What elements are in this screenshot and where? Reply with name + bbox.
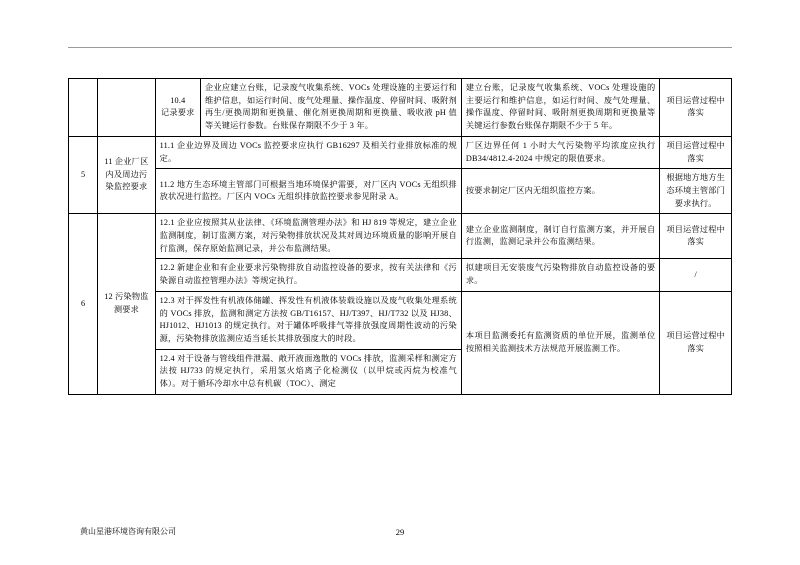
clause-index: 12.4 (159, 353, 175, 363)
clause-index: 11.2 (159, 179, 175, 189)
clause-text-cell (155, 291, 461, 349)
row-category-cell (98, 79, 155, 137)
clause-text: 企业边界及周边 VOCs 监控要求应执行 GB16297 及相关行业排放标准的规定。 (159, 140, 457, 163)
clause-note-cell: 项目运营过程中落实 (660, 79, 732, 137)
table-row (69, 214, 732, 259)
table-row (69, 136, 732, 168)
table-row (69, 79, 732, 137)
clause-text-cell (155, 214, 461, 259)
header-rule (68, 47, 732, 48)
clause-index: 12.2 (159, 263, 175, 273)
clause-note-cell: / (660, 259, 732, 291)
clause-text-cell (155, 169, 461, 214)
table-row (69, 259, 732, 291)
clause-response-cell: 厂区边界任何 1 小时大气污染物平均浓度应执行 DB34/4812.4-2024 中规定的限值要求。 (461, 136, 659, 168)
clause-note-cell: 项目运营过程中落实 (660, 136, 732, 168)
clause-index-label: 记录要求 (161, 108, 195, 118)
clause-index: 10.4 (170, 96, 186, 106)
clause-response-cell: 建立企业监测制度，制订自行监测方案，并开展自行监测，监测记录并公布监测结果。 (461, 214, 659, 259)
clause-index: 12.3 (159, 295, 175, 305)
row-category-cell: 12 污染物监测要求 (98, 214, 155, 394)
row-category-cell: 11 企业厂区内及周边污染监控要求 (98, 136, 155, 214)
clause-text: 地方生态环境主管部门可根据当地环境保护需要，对厂区内 VOCs 无组织排放状况进行监控。厂区内 VOCs 无组织排放监控要求参见附录 A。 (159, 179, 457, 202)
clause-response-cell: 按要求制定厂区内无组织监控方案。 (461, 169, 659, 214)
footer-page-number: 29 (395, 527, 405, 537)
row-number-cell (69, 79, 98, 137)
row-number-cell: 6 (69, 214, 98, 394)
clause-response-cell: 拟建项目无安装废气污染物排放自动监控设备的要求。 (461, 259, 659, 291)
clause-text-cell: 企业应建立台账，记录废气收集系统、VOCs 处理设施的主要运行和维护信息，如运行时间、废气处理量、操作温度、停留时间、吸附剂再生/更换周期和更换量、催化剂更换周期和更换量、吸收液 pH 值等关键运行参数。台账保存期限不少于 3 年。 (200, 79, 461, 137)
requirements-table (68, 78, 732, 395)
clause-text: 对于设备与管线组件泄漏、敞开液面逸散的 VOCs 排放，监测采样和测定方法按 HJ733 的规定执行，采用氢火焰离子化检测仪（以甲烷或丙烷为校准气体）。对于循环冷却水中总有机碳（TOC）、测定 (159, 353, 457, 389)
clause-text: 企业应按照其从业法律、《环境监测管理办法》和 HJ 819 等规定，建立企业监测制度，制订监测方案，对污染物排放状况及其对周边环境质量的影响开展自行监测，保存原始监测记录，并公布监测结果。 (159, 218, 457, 253)
clause-index-cell (155, 79, 200, 137)
clause-note-cell: 根据地方地方生态环境主管部门要求执行。 (660, 169, 732, 214)
table-row (69, 169, 732, 214)
clause-index: 12.1 (159, 218, 175, 228)
clause-response-cell: 建立台账，记录废气收集系统、VOCs 处理设施的主要运行和维护信息，如运行时间、废气处理量、操作温度、停留时间、吸附剂更换周期和更换量等关键运行参数台账保存期限不少于 5 年。 (461, 79, 659, 137)
requirements-table-wrapper (68, 78, 732, 395)
clause-note-cell: 项目运营过程中落实 (660, 291, 732, 394)
clause-note-cell: 项目运营过程中落实 (660, 214, 732, 259)
clause-text-cell (155, 349, 461, 394)
table-row (69, 291, 732, 349)
clause-text-cell (155, 259, 461, 291)
clause-response-cell: 本项目监测委托有监测资质的单位开展，监测单位按照相关监测技术方法规范开展监测工作。 (461, 291, 659, 394)
row-number-cell: 5 (69, 136, 98, 214)
footer-company-name: 黄山星港环境咨询有限公司 (80, 527, 176, 536)
clause-text-cell (155, 136, 461, 168)
page-footer (0, 519, 800, 537)
clause-text: 对于挥发性有机液体储罐、挥发性有机液体装载设施以及废气收集处理系统的 VOCs 排放，监测和测定方法按 GB/T16157、HJ/T397、HJ/T732 以及 HJ38、HJ1012、HJ1013 的规定执行。对于罐体呼吸排气等排放强度周期性波动的污染源，污染物排放监测应适当延长其排放强度大的时段。 (159, 295, 457, 343)
clause-text: 新建企业和有企业要求污染物排放自动监控设备的要求，按有关法律和《污染源自动监控管理办法》等规定执行。 (159, 263, 457, 286)
clause-index: 11.1 (159, 140, 175, 150)
